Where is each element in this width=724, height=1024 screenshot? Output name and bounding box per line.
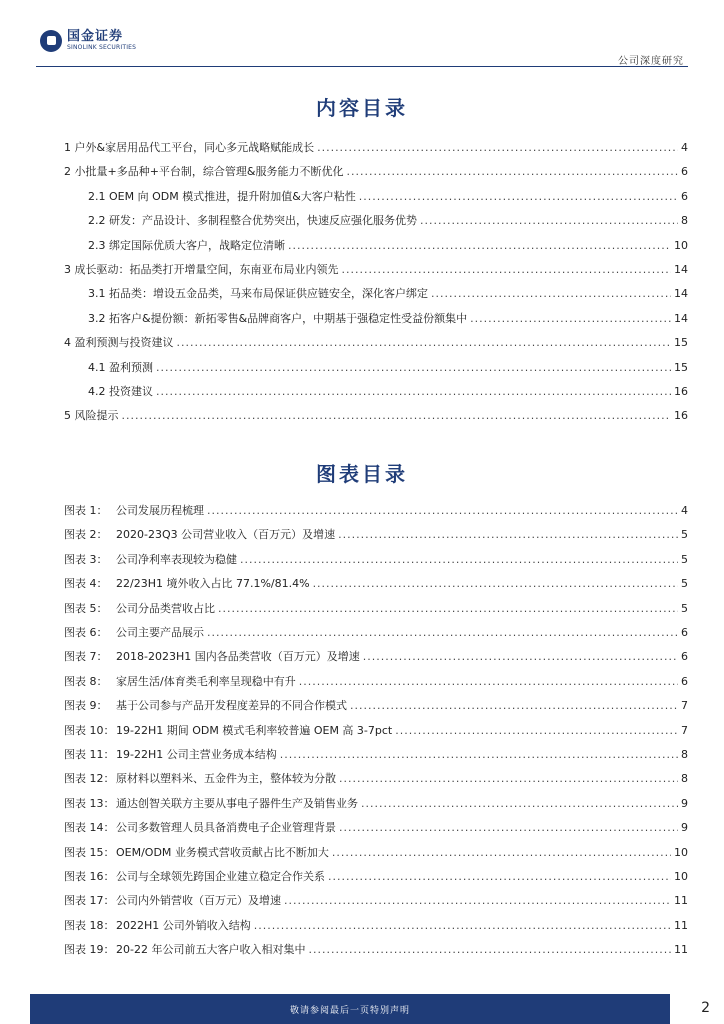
figure-entry-page: 8: [681, 748, 688, 761]
leader-dots: [240, 553, 678, 566]
leader-dots: [280, 748, 678, 761]
leader-dots: [431, 287, 671, 300]
toc-entry[interactable]: [64, 285, 688, 301]
figure-entry[interactable]: [64, 868, 688, 884]
toc-entry[interactable]: [64, 237, 688, 253]
figure-entry-page: 7: [681, 699, 688, 713]
leader-dots: [338, 528, 678, 541]
toc-entry[interactable]: [64, 383, 688, 399]
figure-entry-page: 11: [674, 943, 688, 957]
figure-title: 公司净利率表现较为稳健: [116, 552, 237, 566]
figure-entry[interactable]: [64, 795, 688, 811]
leader-dots: [328, 870, 671, 883]
toc-entry[interactable]: [64, 261, 688, 277]
figure-number: 图表 6：: [64, 626, 108, 639]
toc-entry-label: 4.1 盈利预测: [88, 360, 153, 374]
figure-entry[interactable]: [64, 844, 688, 860]
figure-entry-label: [64, 917, 251, 933]
toc-entry[interactable]: [64, 334, 688, 350]
toc-entry-label: 2.3 绑定国际优质大客户，战略定位清晰: [88, 238, 285, 252]
toc-entry-label: 2.2 研发：产品设计、多制程整合优势突出，快速反应强化服务优势: [88, 214, 417, 228]
leader-dots: [207, 504, 678, 517]
toc-entry-label: 4 盈利预测与投资建议: [64, 336, 174, 350]
figure-entry-page: 5: [681, 552, 688, 566]
toc-entry[interactable]: [64, 359, 688, 375]
leader-dots: [156, 361, 671, 374]
figure-entry-page: 5: [681, 601, 688, 615]
figure-entry-label: [64, 624, 204, 640]
figure-entry[interactable]: [64, 917, 688, 933]
figure-entry-page: 4: [681, 504, 688, 517]
figure-entry[interactable]: [64, 648, 688, 664]
figure-number: 图表 7：: [64, 650, 108, 664]
figure-entry-label: [64, 795, 358, 811]
figure-entry-page: 5: [681, 577, 688, 591]
toc-entry-page: 15: [674, 360, 688, 374]
figure-title: 19-22H1 期间 ODM 模式毛利率较普遍 OEM 高 3-7pct: [116, 723, 393, 737]
figure-entry-page: 8: [681, 772, 688, 786]
leader-dots: [156, 385, 671, 398]
toc-heading: 内容目录: [316, 96, 408, 120]
figure-entry-label: [64, 551, 237, 567]
figure-title: OEM/ODM 业务模式营收贡献占比不断加大: [116, 845, 329, 859]
leader-dots: [254, 919, 671, 932]
toc-entry-page: 14: [674, 311, 688, 325]
logo-text: [67, 30, 136, 52]
figure-number: 图表 11：: [64, 748, 115, 761]
leader-dots: [420, 214, 678, 227]
figure-entry-label: [64, 697, 347, 713]
figure-entry[interactable]: [64, 502, 688, 518]
figure-number: 图表 17：: [64, 894, 115, 908]
leader-dots: [313, 577, 678, 590]
figure-number: 图表 19：: [64, 943, 115, 957]
toc-entry-label: 3.2 拓客户&提份额：新拓零售&品牌商客户，中期基于强稳定性受益份额集中: [88, 311, 468, 325]
footer-disclaimer: 敬请参阅最后一页特别声明: [289, 1006, 410, 1016]
leader-dots: [350, 699, 678, 712]
toc-entry-label: 4.2 投资建议: [88, 385, 153, 398]
toc-entry-page: 14: [674, 287, 688, 301]
leader-dots: [308, 943, 671, 956]
logo-name-cn: 国金证券: [67, 29, 124, 44]
toc-entry[interactable]: [64, 310, 688, 326]
figure-entry[interactable]: [64, 673, 688, 689]
figure-title: 基于公司参与产品开发程度差异的不同合作模式: [116, 699, 347, 713]
figure-title: 22/23H1 境外收入占比 77.1%/81.4%: [116, 577, 310, 591]
toc-entry[interactable]: [64, 188, 688, 204]
figure-number: 图表 9：: [64, 699, 108, 713]
figure-entry-page: 9: [681, 796, 688, 810]
figure-entry-page: 5: [681, 528, 688, 542]
leader-dots: [332, 846, 671, 859]
figure-entry-page: 6: [681, 626, 688, 639]
figure-entry[interactable]: [64, 624, 688, 640]
page-number: 2: [701, 1000, 710, 1016]
toc-entry-page: 6: [681, 189, 688, 203]
figure-title: 公司发展历程梳理: [116, 504, 204, 517]
figure-entry-label: [64, 673, 296, 689]
toc-entry-label: 3 成长驱动：拓品类打开增量空间，东南亚布局业内领先: [64, 263, 339, 276]
figure-number: 图表 2：: [64, 528, 108, 542]
figure-entry[interactable]: [64, 770, 688, 786]
figure-entry[interactable]: [64, 526, 688, 542]
toc-entry[interactable]: [64, 212, 688, 228]
figure-entry-page: 6: [681, 674, 688, 688]
toc-entry-page: 4: [681, 141, 688, 154]
figure-entry-label: [64, 648, 360, 664]
figure-entry-label: [64, 502, 204, 518]
figure-title: 公司多数管理人员具备消费电子企业管理背景: [116, 821, 336, 835]
figure-entry-label: [64, 770, 336, 786]
figure-entry[interactable]: [64, 819, 688, 835]
toc-entry-label: 5 风险提示: [64, 409, 119, 423]
toc-entry-label: 3.1 拓品类：增设五金品类，马来布局保证供应链安全，深化客户绑定: [88, 287, 428, 301]
figure-entry-label: [64, 868, 325, 884]
figure-title: 公司内外销营收（百万元）及增速: [116, 894, 281, 908]
figure-number: 图表 1：: [64, 504, 108, 517]
leader-dots: [339, 772, 678, 785]
leader-dots: [299, 675, 678, 688]
figure-title: 公司分品类营收占比: [116, 601, 215, 615]
leader-dots: [395, 724, 678, 737]
figure-entry-page: 11: [674, 918, 688, 932]
figure-list-heading: 图表目录: [316, 462, 408, 486]
figure-title: 家居生活/体育类毛利率呈现稳中有升: [116, 674, 296, 688]
figure-entry-label: [64, 575, 310, 591]
figure-number: 图表 12：: [64, 772, 115, 786]
figure-title: 2018-2023H1 国内各品类营收（百万元）及增速: [116, 650, 360, 664]
leader-dots: [288, 239, 671, 252]
figure-entry-page: 7: [681, 723, 688, 737]
figure-entry-label: [64, 892, 281, 908]
figure-entry[interactable]: [64, 697, 688, 713]
company-logo: [40, 30, 136, 52]
figure-entry-label: [64, 526, 335, 542]
toc-entry[interactable]: [64, 407, 688, 423]
figure-entry[interactable]: [64, 892, 688, 908]
leader-dots: [218, 602, 678, 615]
figure-title: 2020-23Q3 公司营业收入（百万元）及增速: [116, 528, 336, 542]
figure-entry[interactable]: [64, 600, 688, 616]
figure-entry[interactable]: [64, 551, 688, 567]
leader-dots: [342, 263, 672, 276]
toc-entry-page: 6: [681, 165, 688, 179]
figure-number: 图表 4：: [64, 577, 108, 591]
figure-entry-page: 11: [674, 894, 688, 908]
toc-entry-page: 16: [674, 385, 688, 398]
toc-entry-page: 10: [674, 238, 688, 252]
toc-entry-page: 14: [674, 263, 688, 276]
figure-title: 2022H1 公司外销收入结构: [116, 918, 251, 932]
leader-dots: [284, 894, 671, 907]
leader-dots: [363, 650, 678, 663]
figure-title: 20-22 年公司前五大客户收入相对集中: [116, 943, 306, 957]
figure-entry-label: [64, 600, 215, 616]
header-divider: [36, 66, 688, 67]
figure-number: 图表 15：: [64, 845, 115, 859]
figure-number: 图表 14：: [64, 821, 115, 835]
toc-entry-label: 2 小批量+多品种+平台制，综合管理&服务能力不断优化: [64, 165, 344, 179]
toc-entry-label: 2.1 OEM 向 ODM 模式推进，提升附加值&大客户粘性: [88, 189, 356, 203]
figure-entry[interactable]: [64, 941, 688, 957]
leader-dots: [361, 797, 678, 810]
toc-entry[interactable]: [64, 163, 688, 179]
leader-dots: [122, 409, 672, 422]
figure-entry-page: 6: [681, 650, 688, 664]
figure-number: 图表 5：: [64, 601, 108, 615]
leader-dots: [339, 821, 678, 834]
toc-entry-page: 16: [674, 409, 688, 423]
figure-number: 图表 18：: [64, 918, 115, 932]
figure-entry-page: 9: [681, 821, 688, 835]
leader-dots: [317, 141, 678, 154]
figure-entry-label: [64, 819, 336, 835]
figure-number: 图表 13：: [64, 796, 115, 810]
figure-entry[interactable]: [64, 746, 688, 762]
figure-title: 通达创智关联方主要从事电子器件生产及销售业务: [116, 796, 358, 810]
report-category: 公司深度研究: [618, 56, 684, 67]
figure-entry-label: [64, 722, 392, 738]
figure-entry[interactable]: [64, 575, 688, 591]
leader-dots: [207, 626, 678, 639]
toc-entry[interactable]: [64, 139, 688, 155]
logo-mark-icon: [40, 30, 62, 52]
figure-entry-page: 10: [674, 870, 688, 883]
figure-title: 19-22H1 公司主营业务成本结构: [116, 748, 277, 761]
figure-entry[interactable]: [64, 722, 688, 738]
leader-dots: [359, 190, 678, 203]
figure-title: 公司与全球领先跨国企业建立稳定合作关系: [116, 870, 325, 883]
figure-number: 图表 8：: [64, 674, 108, 688]
leader-dots: [470, 312, 671, 325]
figure-number: 图表 16：: [64, 870, 115, 883]
figure-title: 原材料以塑料米、五金件为主，整体较为分散: [116, 772, 336, 786]
figure-entry-label: [64, 746, 277, 762]
toc-entry-page: 8: [681, 214, 688, 228]
figure-entry-page: 10: [674, 845, 688, 859]
leader-dots: [347, 165, 678, 178]
figure-number: 图表 10：: [64, 723, 115, 737]
figure-title: 公司主要产品展示: [116, 626, 204, 639]
figure-entry-label: [64, 844, 329, 860]
logo-name-en: SINOLINK SECURITIES: [67, 44, 137, 51]
figure-entry-label: [64, 941, 305, 957]
leader-dots: [177, 336, 672, 349]
toc-entry-page: 15: [674, 336, 688, 350]
figure-number: 图表 3：: [64, 552, 108, 566]
toc-entry-label: 1 户外&家居用品代工平台，同心多元战略赋能成长: [64, 141, 315, 154]
